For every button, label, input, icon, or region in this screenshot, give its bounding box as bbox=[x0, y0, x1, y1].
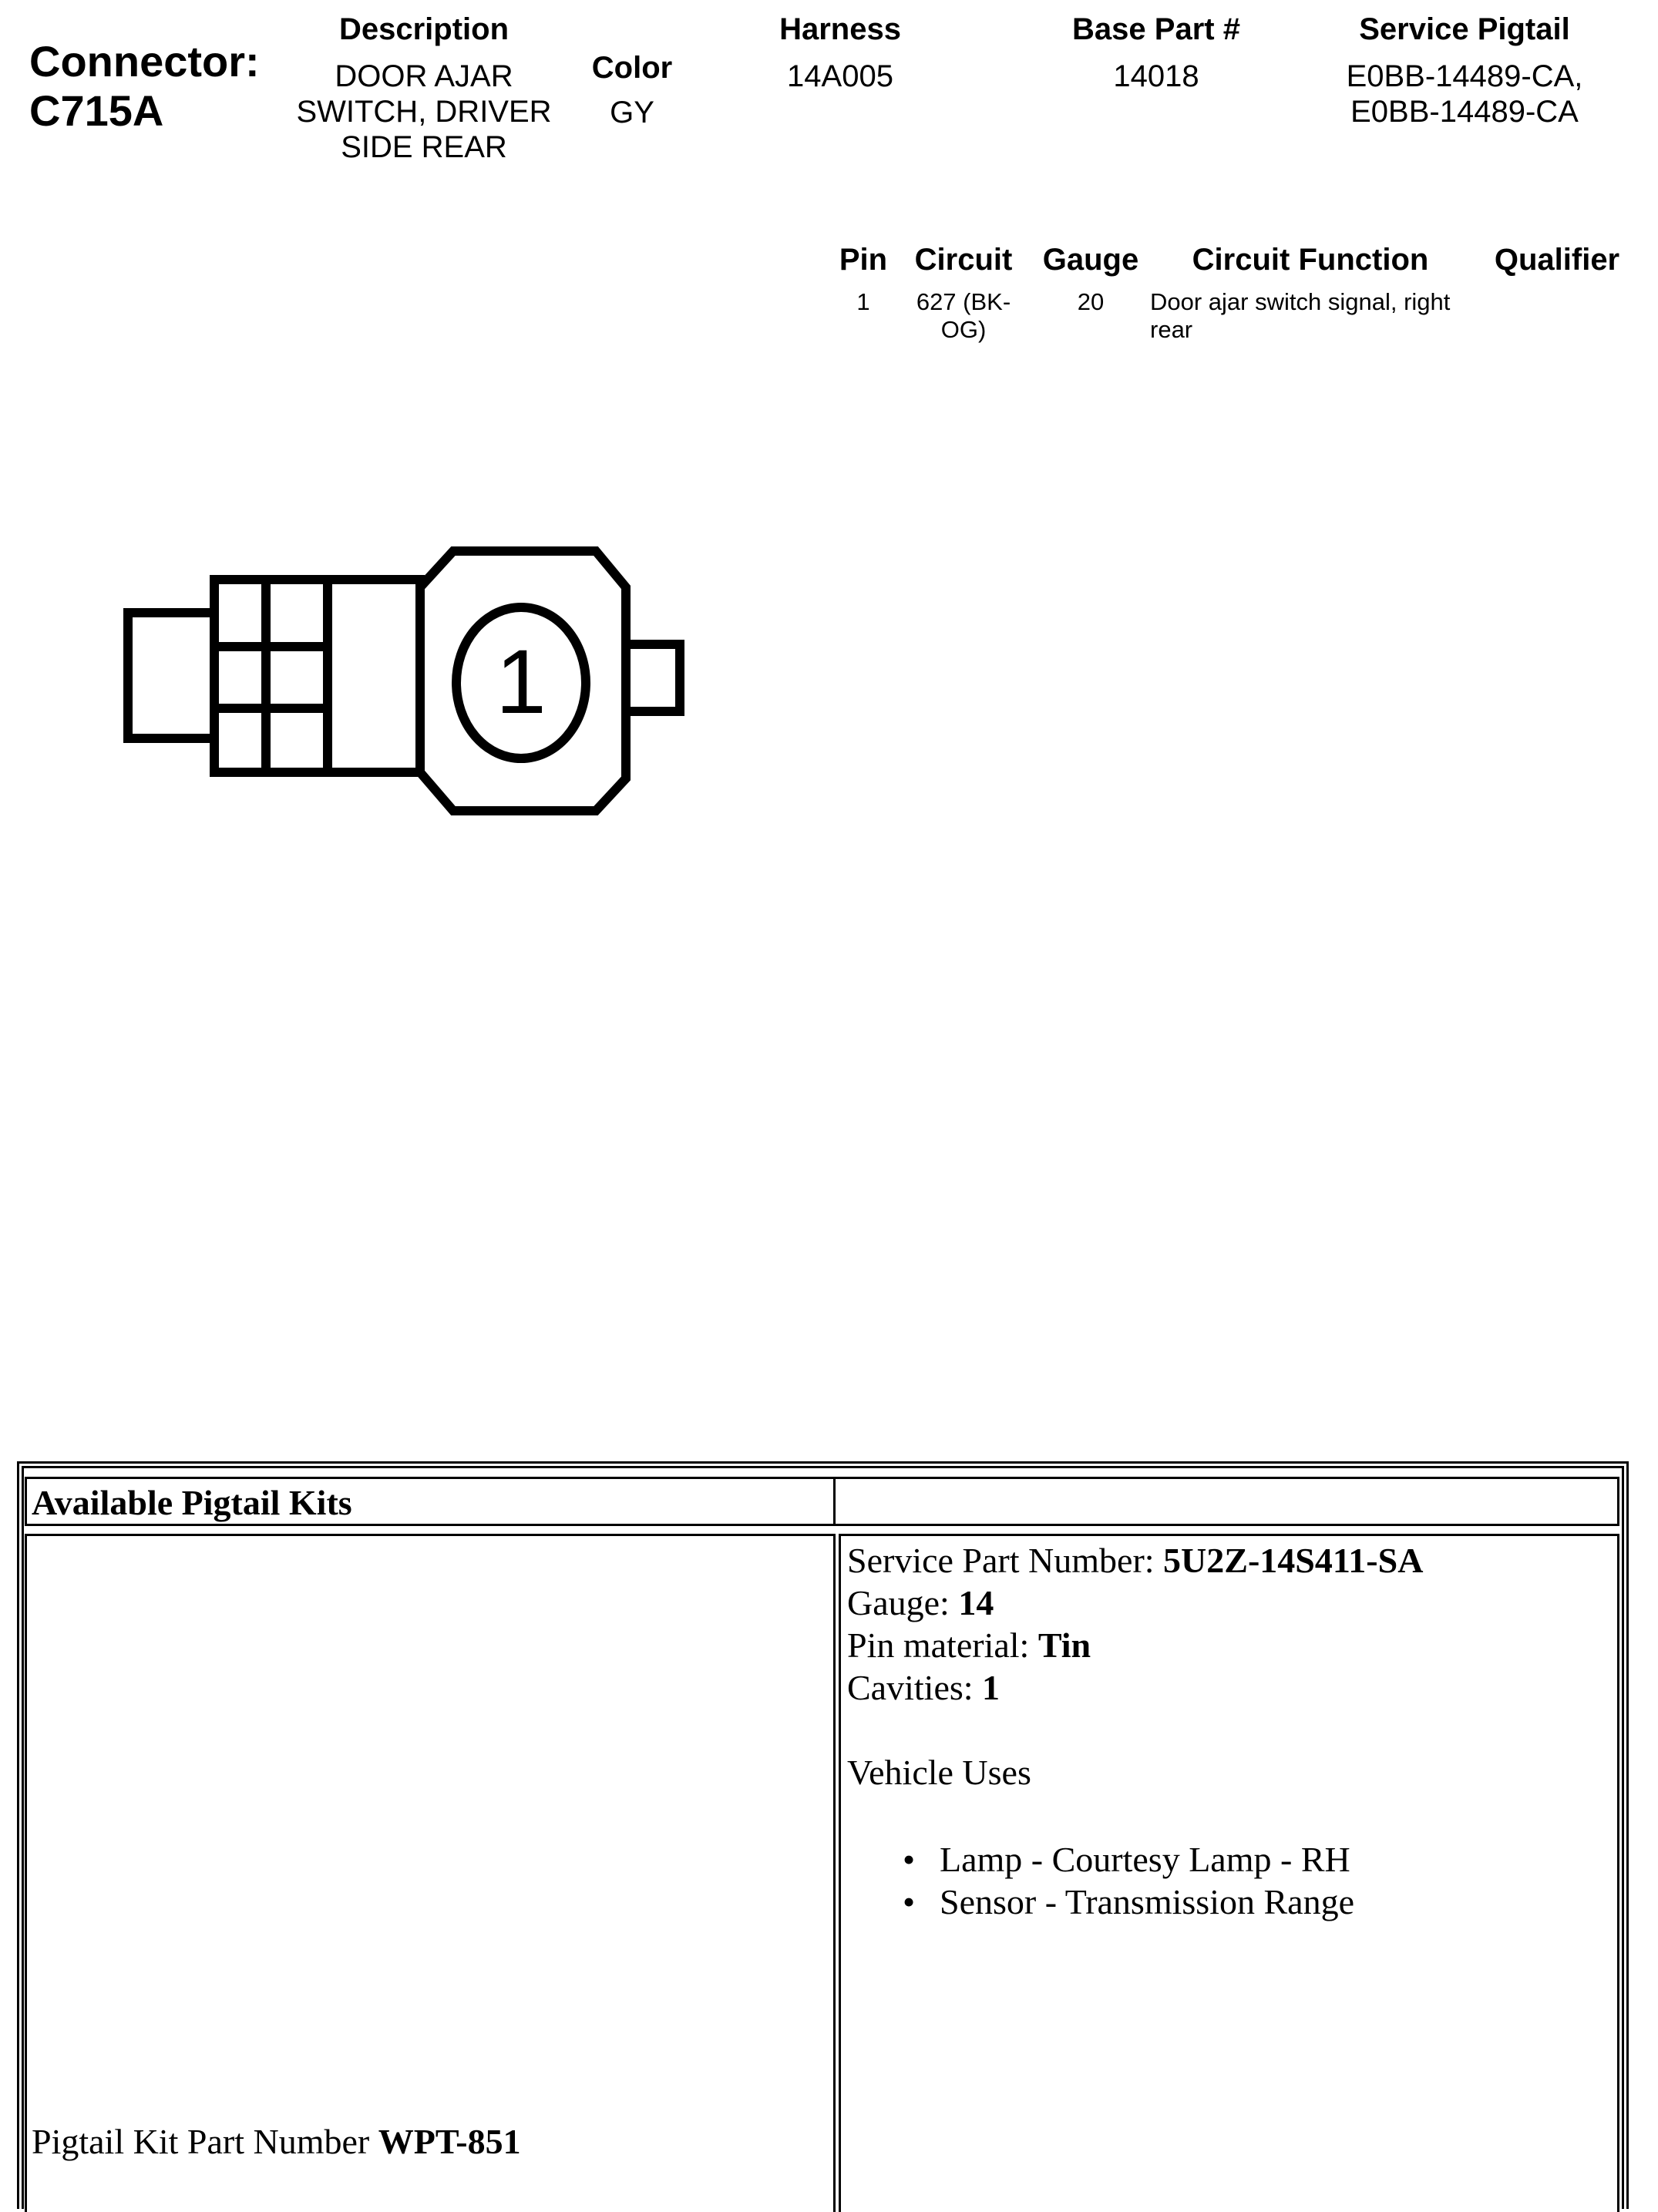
pigtail-kit-part-number bbox=[32, 2120, 521, 2163]
pigtail-kit-part-value: WPT-851 bbox=[378, 2122, 521, 2161]
qualifier-column-header: Qualifier bbox=[1494, 243, 1620, 277]
harness-header: Harness bbox=[779, 12, 901, 46]
description-header: Description bbox=[338, 12, 510, 46]
connector-key bbox=[626, 644, 680, 711]
pigtail-kits-title-spacer bbox=[835, 1477, 1619, 1526]
base-part-header: Base Part # bbox=[1072, 12, 1240, 46]
circuit-function-column-header: Circuit Function bbox=[1192, 243, 1429, 277]
vehicle-use-text: Lamp - Courtesy Lamp - RH bbox=[940, 1840, 1350, 1879]
service-pigtail-value: E0BB-14489-CA,E0BB-14489-CA bbox=[1346, 59, 1583, 129]
list-item bbox=[847, 1838, 1423, 1881]
bullet-icon: • bbox=[903, 1840, 916, 1879]
cavities-line bbox=[847, 1666, 1423, 1709]
color-header: Color bbox=[591, 51, 673, 85]
color-value: GY bbox=[610, 96, 654, 129]
bullet-icon: • bbox=[903, 1882, 916, 1921]
connector-label: Connector: bbox=[29, 37, 260, 86]
connector-id: C715A bbox=[29, 86, 164, 135]
connector-rear-body bbox=[214, 580, 420, 772]
vehicle-uses-label: Vehicle Uses bbox=[847, 1753, 1031, 1792]
connector-face-diagram bbox=[116, 532, 701, 840]
connector-title bbox=[29, 37, 260, 136]
pigtail-kit-details bbox=[847, 1539, 1423, 1923]
gauge-cell: 20 bbox=[1077, 288, 1105, 315]
pin-material-value: Tin bbox=[1038, 1625, 1091, 1665]
pigtail-kits-title: Available Pigtail Kits bbox=[32, 1483, 352, 1522]
pin-number-cell: 1 bbox=[856, 288, 870, 315]
pigtail-kit-details-cell bbox=[839, 1534, 1619, 2212]
cavities-value: 1 bbox=[982, 1668, 1001, 1707]
circuit-function-cell: Door ajar switch signal, right rear bbox=[1150, 288, 1451, 343]
pigtail-kit-image-cell bbox=[25, 1534, 836, 2212]
description-value: DOOR AJAR SWITCH, DRIVER SIDE REAR bbox=[296, 59, 552, 164]
pin-1-label: 1 bbox=[496, 631, 547, 733]
circuit-cell: 627 (BK-OG) bbox=[916, 288, 1011, 343]
pigtail-kits-title-cell bbox=[25, 1477, 836, 1526]
pin-material-line bbox=[847, 1624, 1423, 1666]
list-item bbox=[847, 1881, 1423, 1923]
harness-value: 14A005 bbox=[787, 59, 893, 93]
cavities-label: Cavities: bbox=[847, 1668, 983, 1707]
pigtail-kit-part-label: Pigtail Kit Part Number bbox=[32, 2122, 378, 2161]
gauge-column-header: Gauge bbox=[1042, 243, 1139, 277]
service-part-value: 5U2Z-14S411-SA bbox=[1163, 1541, 1424, 1580]
service-pigtail-header: Service Pigtail bbox=[1359, 12, 1570, 46]
service-part-number-line bbox=[847, 1539, 1423, 1582]
gauge-line bbox=[847, 1582, 1423, 1624]
gauge-label: Gauge: bbox=[847, 1583, 959, 1622]
pin-material-label: Pin material: bbox=[847, 1625, 1038, 1665]
service-part-label: Service Part Number: bbox=[847, 1541, 1164, 1580]
vehicle-uses-list bbox=[847, 1838, 1423, 1923]
connector-latch bbox=[128, 613, 214, 738]
circuit-column-header: Circuit bbox=[914, 243, 1013, 277]
base-part-value: 14018 bbox=[1113, 59, 1199, 93]
pin-column-header: Pin bbox=[839, 243, 888, 277]
vehicle-use-text: Sensor - Transmission Range bbox=[940, 1882, 1354, 1921]
gauge-value: 14 bbox=[958, 1583, 994, 1622]
